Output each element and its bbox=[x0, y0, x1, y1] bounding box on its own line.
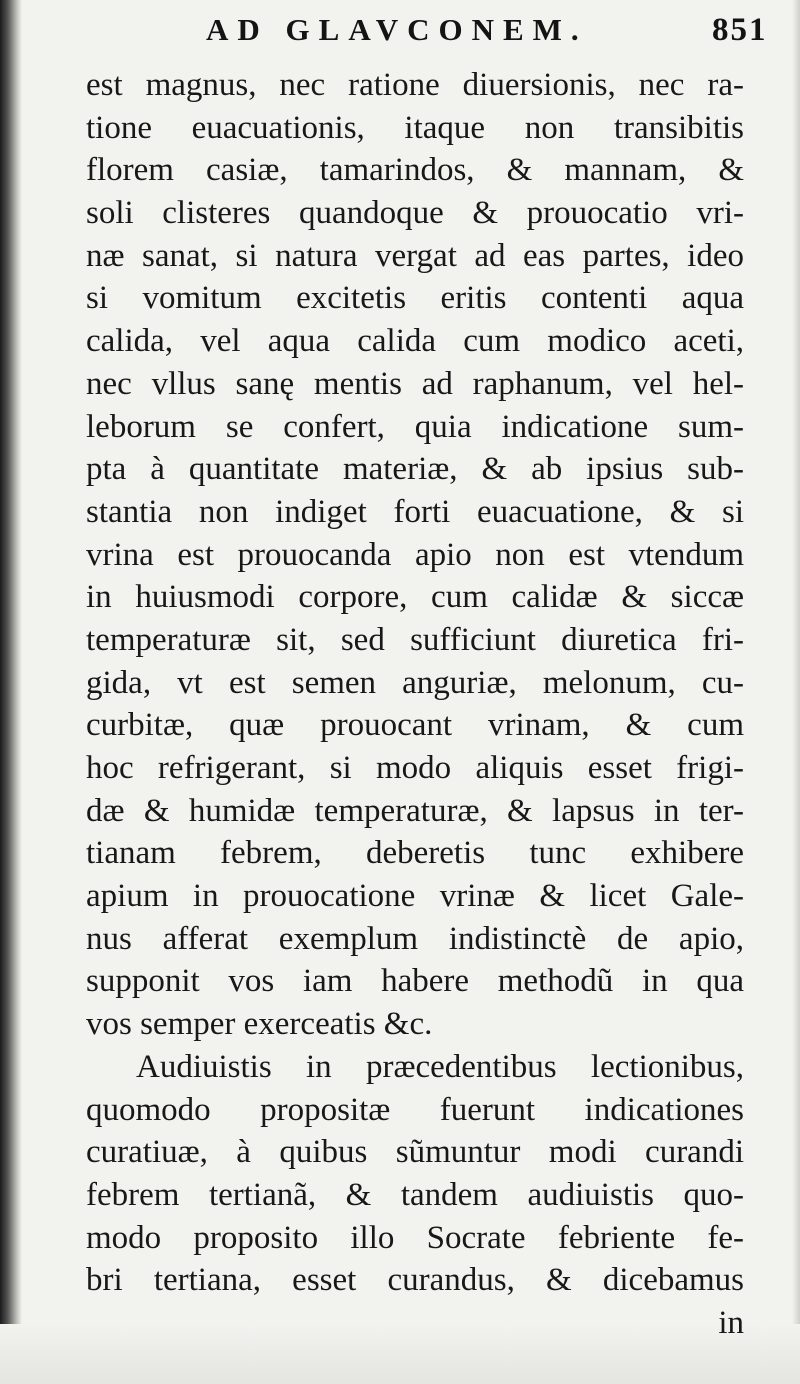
text-line: calida, vel aqua calida cum modico aceti, bbox=[86, 323, 744, 360]
text-line: supponit vos iam habere methodũ in qua bbox=[86, 963, 744, 1000]
text-line: temperaturæ sit, sed sufficiunt diuretica fri- bbox=[86, 621, 744, 658]
text-line: hoc refrigerant, si modo aliquis esset frigi- bbox=[86, 750, 744, 786]
text-line: est magnus, nec ratione diuersionis, nec ra- bbox=[86, 67, 744, 103]
text-line: bri tertiana, esset curandus, & dicebamus bbox=[86, 1262, 744, 1299]
catchword: in bbox=[718, 1304, 744, 1341]
text-line: curatiuæ, à quibus sũmuntur modi curandi bbox=[86, 1134, 744, 1171]
body-text bbox=[86, 64, 744, 1345]
text-line: soli clisteres quandoque & prouocatio vri- bbox=[86, 195, 744, 232]
text-line: nec vllus sanę mentis ad raphanum, vel hel- bbox=[86, 365, 744, 402]
page-edge bbox=[792, 0, 800, 1384]
text-line: modo proposito illo Socrate febriente fe- bbox=[86, 1219, 744, 1256]
text-line: leborum se confert, quia indicatione sum- bbox=[86, 408, 744, 445]
page-header bbox=[0, 12, 800, 52]
text-line: febrem tertianã, & tandem audiuistis quo- bbox=[86, 1176, 744, 1213]
binding-shadow bbox=[0, 0, 22, 1384]
text-line: quomodo propositæ fuerunt indicationes bbox=[86, 1091, 744, 1128]
text-line: stantia non indiget forti euacuatione, & si bbox=[86, 493, 744, 530]
paragraph-start-line: Audiuistis in præcedentibus lectionibus, bbox=[136, 1048, 744, 1085]
text-line: tianam febrem, deberetis tunc exhibere bbox=[86, 835, 744, 872]
text-line: si vomitum excitetis eritis contenti aqua bbox=[86, 280, 744, 317]
text-line: apium in prouocatione vrinæ & licet Gale- bbox=[86, 878, 744, 915]
page-number: 851 bbox=[712, 12, 768, 48]
text-line: vrina est prouocanda apio non est vtendum bbox=[86, 536, 744, 573]
running-head: AD GLAVCONEM. bbox=[206, 12, 588, 47]
text-line: curbitæ, quæ prouocant vrinam, & cum bbox=[86, 707, 744, 744]
text-line: gida, vt est semen anguriæ, melonum, cu- bbox=[86, 664, 744, 701]
text-line: pta à quantitate materiæ, & ab ipsius sub- bbox=[86, 451, 744, 488]
text-line: in huiusmodi corpore, cum calidæ & siccæ bbox=[86, 579, 744, 616]
text-line: næ sanat, si natura vergat ad eas partes, ideo bbox=[86, 237, 744, 274]
text-line: tione euacuationis, itaque non transibitis bbox=[86, 109, 744, 146]
paragraph-end-line: vos semper exerceatis &c. bbox=[86, 1006, 433, 1043]
text-line: florem casiæ, tamarindos, & mannam, & bbox=[86, 152, 744, 189]
text-line: dæ & humidæ temperaturæ, & lapsus in ter- bbox=[86, 792, 744, 829]
text-line: nus afferat exemplum indistinctè de apio, bbox=[86, 920, 744, 957]
